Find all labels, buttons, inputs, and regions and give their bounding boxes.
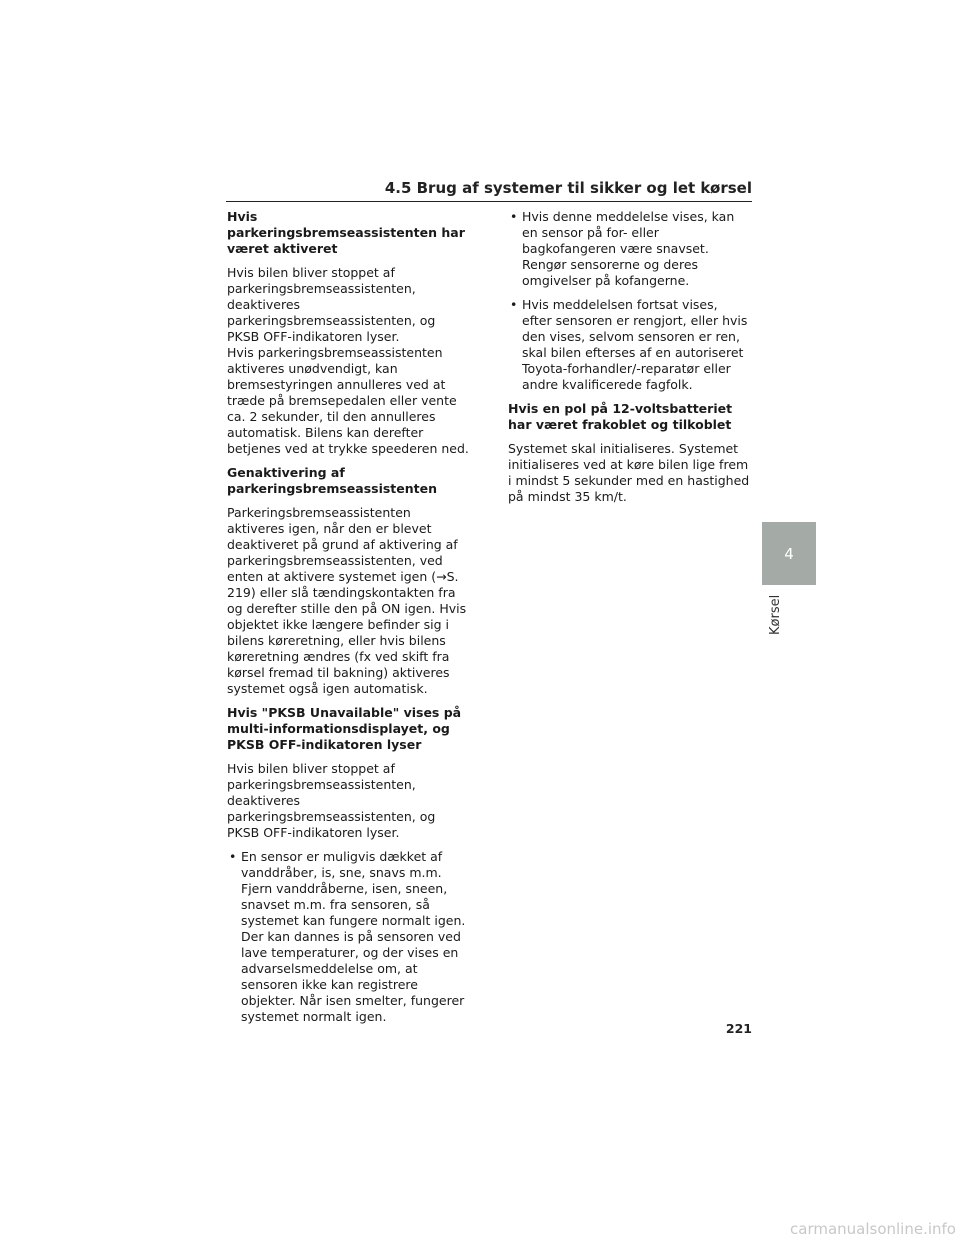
paragraph-stopped: Hvis bilen bliver stoppet af parkeringsbremseassistenten, deaktiveres parkeringsbremseassistenten, og PKSB OFF-indikatoren lyser. (227, 265, 436, 344)
paragraph-unavailable: Hvis bilen bliver stoppet af parkeringsbremseassistenten, deaktiveres parkeringsbremseassistenten, og PKSB OFF-indikatoren lyser. (227, 761, 436, 840)
heading-battery: Hvis en pol på 12-voltsbatteriet har været frakoblet og tilkoblet (508, 401, 733, 432)
bullet-sensor-covered: • En sensor er muligvis dækket af vanddråber, is, sne, snavs m.m. Fjern vanddråberne, isen, sneen, snavset m.m. fra sensoren, så systemet kan fungere normalt igen. Der kan dannes is på sensoren ved lave temperaturer, og der vises en advarselsmeddelelse om, at sensoren ikke kan registrere objekter. Når isen smelter, fungerer systemet normalt igen. (227, 849, 469, 1025)
heading-reactivation: Genaktivering af parkeringsbremseassistenten (227, 465, 438, 496)
section-header: 4.5 Brug af systemer til sikker og let kørsel (384, 179, 752, 197)
heading-pksb-unavailable: Hvis "PKSB Unavailable" vises på multi-informationsdisplayet, og PKSB OFF-indikatoren lyser (227, 705, 462, 752)
heading-pksb-activated: Hvis parkeringsbremseassistenten har været aktiveret (227, 209, 465, 256)
watermark: carmanualsonline.info (790, 1220, 956, 1238)
bullet-list-left (227, 849, 469, 1025)
chapter-number: 4 (784, 545, 794, 563)
right-column (508, 209, 750, 513)
chapter-label: Kørsel (768, 594, 783, 635)
paragraph-unnecessary: Hvis parkeringsbremseassistenten aktiveres unødvendigt, kan bremsestyringen annulleres ved at træde på bremsepedalen eller vente ca. 2 sekunder, til den annulleres automatisk. Bilens kan derefter betjenes ved at trykke speederen ned. (227, 345, 469, 456)
header-divider (226, 201, 752, 202)
left-column (227, 209, 469, 1033)
page-number: 221 (725, 1021, 752, 1036)
paragraph-reactivation: Parkeringsbremseassistenten aktiveres igen, når den er blevet deaktiveret på grund af aktivering af parkeringsbremseassistenten, ved enten at aktivere systemet igen (→S. 219) eller slå tændingskontakten fra og derefter stille den på ON igen. Hvis objektet ikke længere befinder sig i bilens køreretning, eller hvis bilens køreretning ændres (fx ved skift fra kørsel fremad til bakning) aktiveres systemet også igen automatisk. (227, 505, 467, 696)
bullet-message-persists: • Hvis meddelelsen fortsat vises, efter sensoren er rengjort, eller hvis den vises, selvom sensoren er ren, skal bilen efterses af en autoriseret Toyota-forhandler/-reparatør eller andre kvalificerede fagfolk. (508, 297, 750, 393)
paragraph-battery: Systemet skal initialiseres. Systemet initialiseres ved at køre bilen lige frem i mindst 5 sekunder med en hastighed på mindst 35 km/t. (508, 441, 750, 504)
bullet-sensor-dirty: • Hvis denne meddelelse vises, kan en sensor på for- eller bagkofangeren være snavset. Rengør sensorerne og deres omgivelser på kofangerne. (508, 209, 750, 289)
bullet-list-right (508, 209, 750, 393)
